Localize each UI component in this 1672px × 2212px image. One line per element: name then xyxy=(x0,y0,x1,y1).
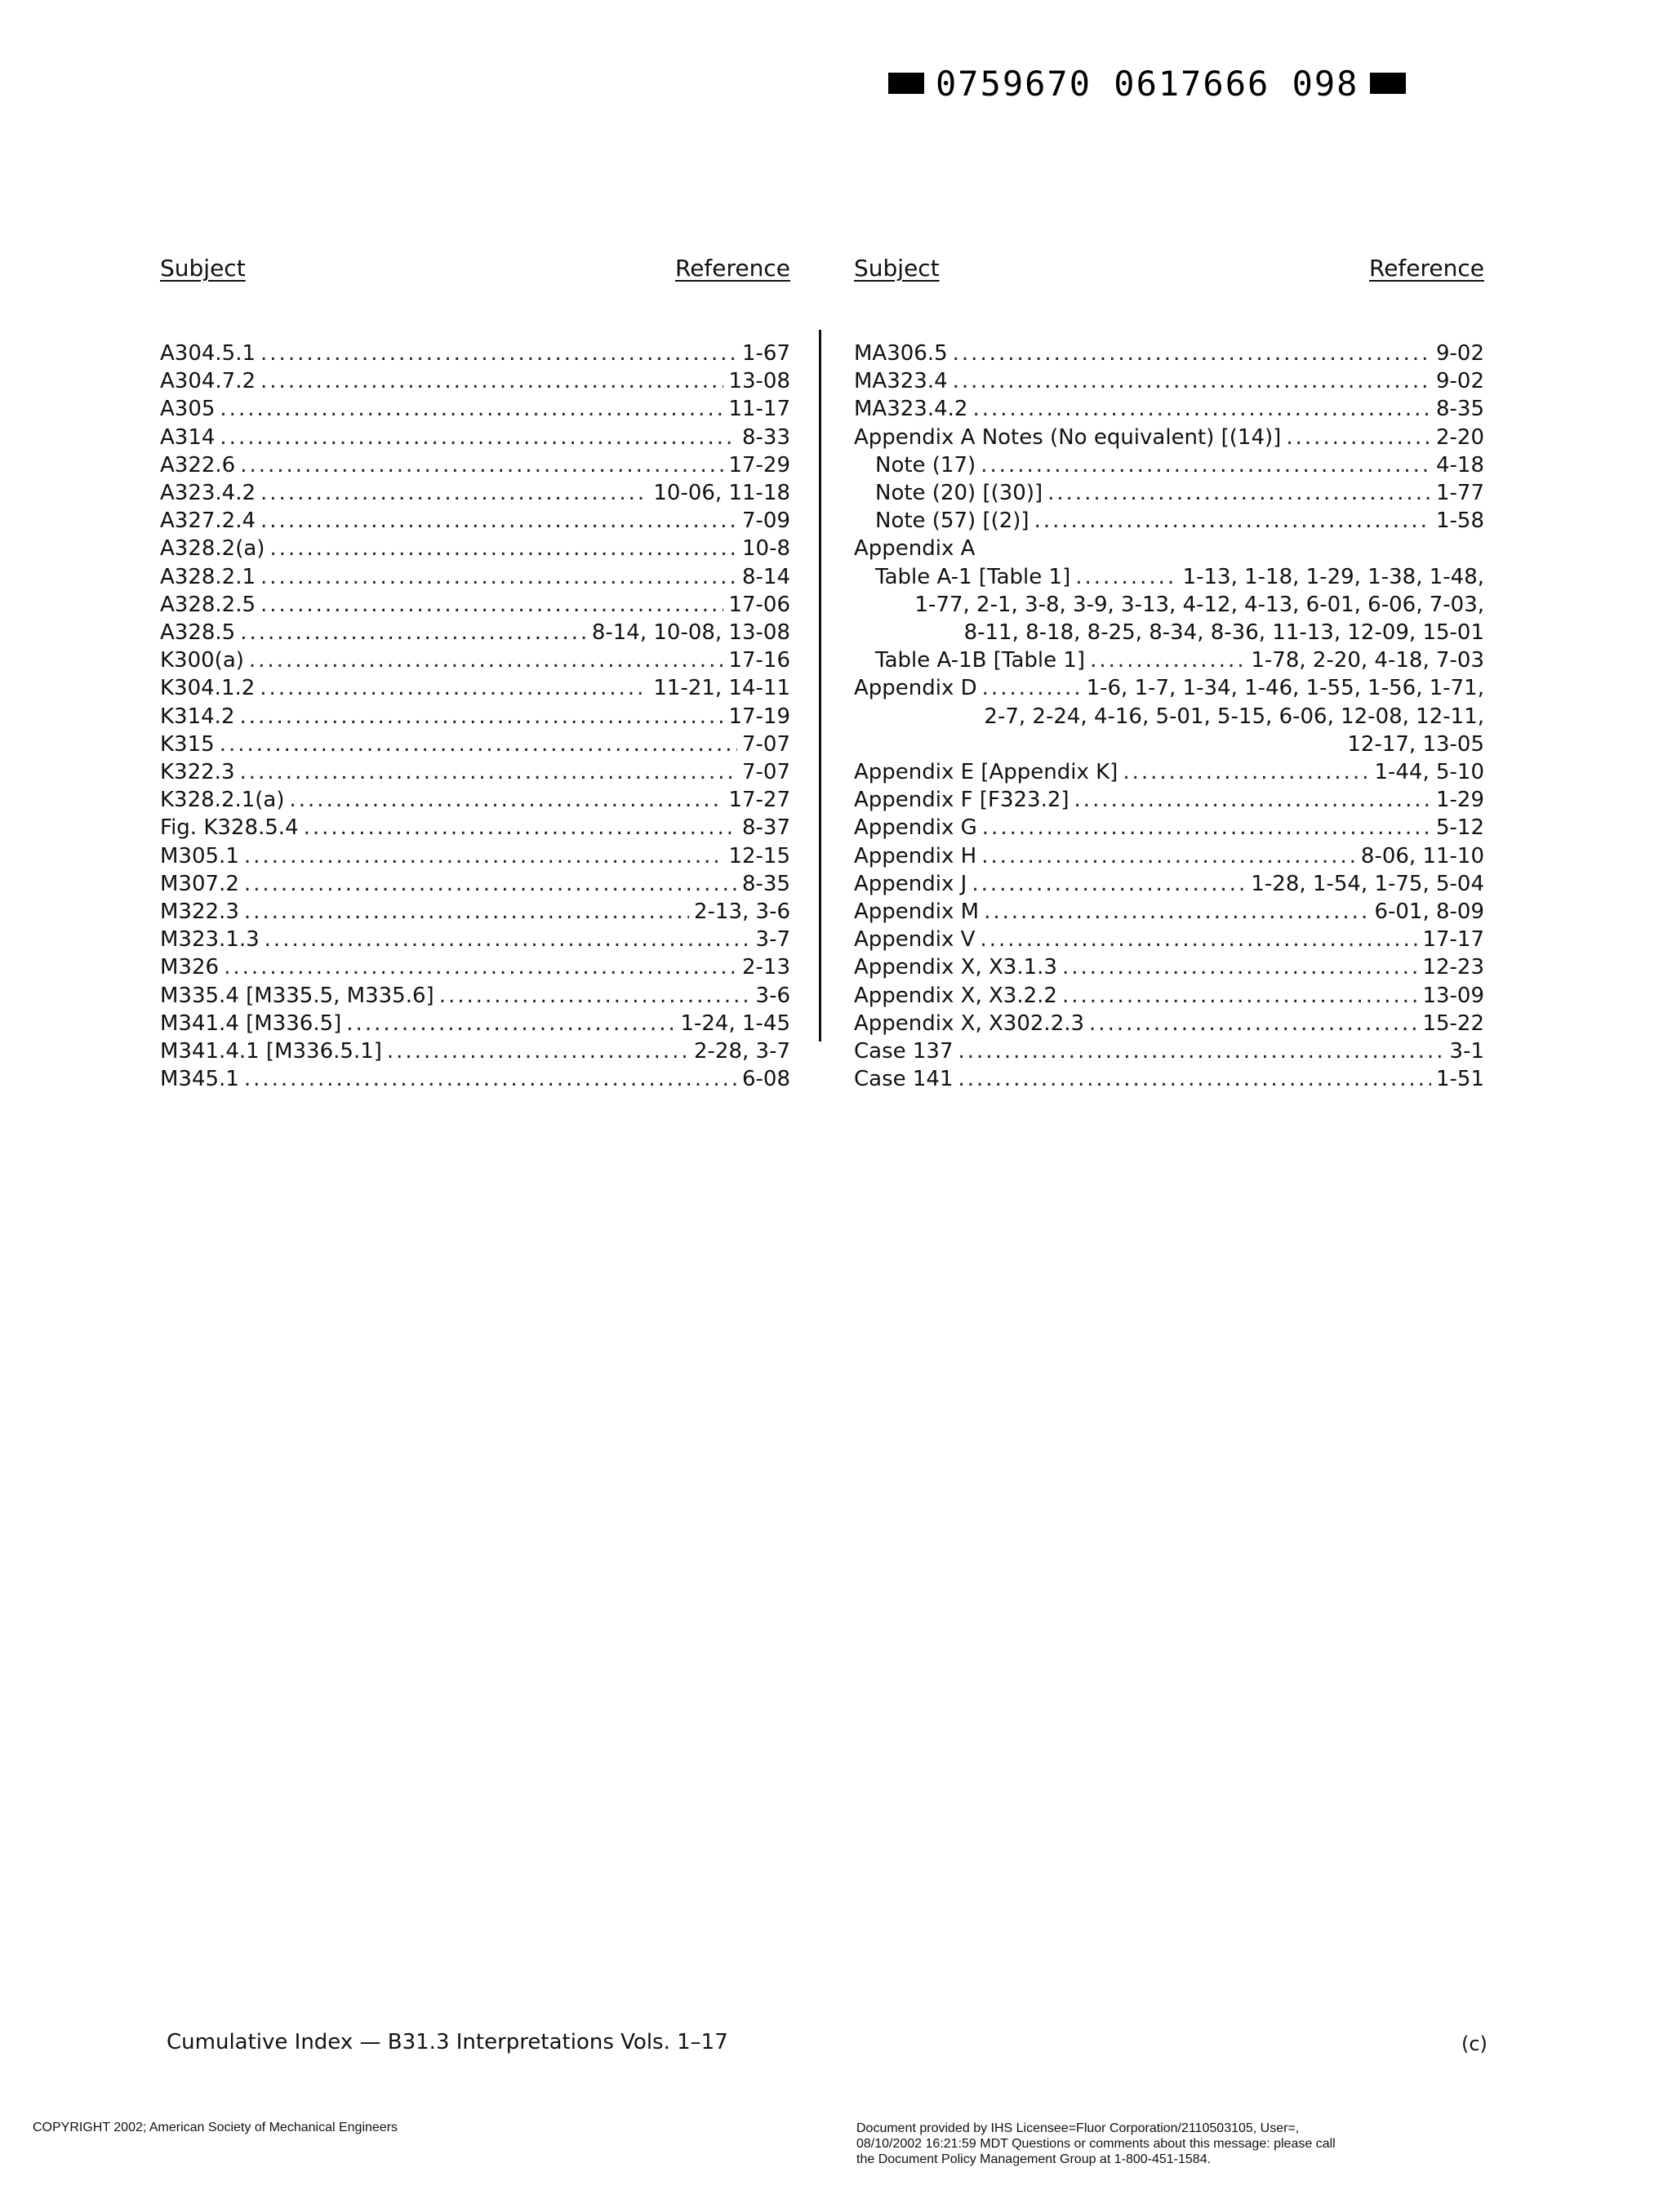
entry-subject: K315 xyxy=(160,731,215,757)
entry-reference-continued: 1-77, 2-1, 3-8, 3-9, 3-13, 4-12, 4-13, 6-01, 6-06, 7-03, xyxy=(914,592,1484,617)
entry-reference: 8-06, 11-10 xyxy=(1360,843,1484,868)
footer-mark: (c) xyxy=(1461,2032,1487,2055)
entry-subject: A323.4.2 xyxy=(160,481,256,506)
dot-leader xyxy=(239,703,723,731)
dot-leader xyxy=(290,786,724,814)
entry-reference: 9-02 xyxy=(1435,369,1484,394)
entry-reference: 8-33 xyxy=(741,424,790,450)
dot-leader xyxy=(260,674,648,702)
index-entry xyxy=(854,758,1484,786)
entry-reference: 8-35 xyxy=(741,871,790,896)
dot-leader xyxy=(260,479,648,507)
entry-subject: M335.4 [M335.5, M335.6] xyxy=(160,983,434,1008)
dot-leader xyxy=(953,340,1431,367)
entry-reference: 12-15 xyxy=(728,843,790,868)
dot-leader xyxy=(1074,786,1431,814)
index-entry xyxy=(160,703,790,731)
entry-subject: MA323.4.2 xyxy=(854,397,968,422)
entry-reference: 7-07 xyxy=(741,760,790,785)
entry-reference: 1-13, 1-18, 1-29, 1-38, 1-48, xyxy=(1182,564,1484,589)
entry-subject: Appendix J xyxy=(854,871,967,896)
index-entry xyxy=(160,786,790,814)
right-index-column xyxy=(854,255,1484,1093)
entry-subject: Appendix X, X3.1.3 xyxy=(854,955,1057,980)
dot-leader xyxy=(982,674,1082,702)
index-entry xyxy=(160,646,790,674)
entry-subject: M323.1.3 xyxy=(160,927,260,953)
entry-subject: A328.2(a) xyxy=(160,536,265,562)
dot-leader xyxy=(244,870,737,898)
entry-subject: A305 xyxy=(160,397,216,422)
entry-reference: 1-6, 1-7, 1-34, 1-46, 1-55, 1-56, 1-71, xyxy=(1086,676,1484,701)
reference-header: Reference xyxy=(675,255,790,282)
dot-leader xyxy=(224,953,737,981)
dot-leader xyxy=(260,507,737,535)
entry-subject: M326 xyxy=(160,955,220,980)
index-entry xyxy=(160,507,790,535)
provided-line: Document provided by IHS Licensee=Fluor Corporation/2110503105, User=, xyxy=(856,2121,1300,2135)
entry-subject: Appendix G xyxy=(854,815,977,841)
barcode-number: 0759670 0617666 098 xyxy=(936,63,1359,104)
index-entry xyxy=(160,340,790,367)
entry-subject: Appendix D xyxy=(854,676,977,701)
right-column-header xyxy=(854,255,1484,295)
entry-reference: 17-29 xyxy=(728,452,790,477)
dot-leader xyxy=(1075,563,1177,591)
entry-reference: 3-6 xyxy=(755,983,790,1008)
entry-subject: Appendix X, X3.2.2 xyxy=(854,983,1057,1008)
dot-leader xyxy=(972,395,1431,423)
entry-reference: 8-35 xyxy=(1435,397,1484,422)
entry-reference: 17-19 xyxy=(728,704,790,729)
entry-reference: 1-44, 5-10 xyxy=(1374,760,1484,785)
dot-leader xyxy=(953,367,1431,395)
index-entry xyxy=(160,982,790,1010)
entry-subject: Appendix H xyxy=(854,843,977,868)
index-entry xyxy=(854,1065,1484,1093)
entry-reference: 17-17 xyxy=(1422,927,1484,953)
dot-leader xyxy=(982,814,1431,842)
barcode-block-left xyxy=(888,73,924,94)
dot-leader xyxy=(387,1037,689,1065)
index-entry xyxy=(854,1037,1484,1065)
entry-subject: M307.2 xyxy=(160,871,239,896)
entry-reference: 6-01, 8-09 xyxy=(1374,899,1484,925)
index-entry xyxy=(160,535,790,562)
entry-subject: A314 xyxy=(160,424,216,450)
index-entry xyxy=(160,395,790,423)
dot-leader xyxy=(958,1037,1445,1065)
index-entry xyxy=(854,786,1484,814)
dot-leader xyxy=(220,395,723,423)
provided-line: 08/10/2002 16:21:59 MDT Questions or comments about this message: please call xyxy=(856,2137,1336,2151)
entry-subject: Appendix E [Appendix K] xyxy=(854,760,1118,785)
index-entry xyxy=(854,814,1484,842)
index-entry xyxy=(854,535,1484,562)
entry-subject: Note (17) xyxy=(875,452,976,477)
provided-notice xyxy=(856,2121,1444,2167)
entry-reference-continued: 12-17, 13-05 xyxy=(1347,731,1484,757)
dot-leader xyxy=(1047,479,1431,507)
entry-subject: A322.6 xyxy=(160,452,236,477)
dot-leader xyxy=(439,982,751,1010)
entry-subject: K314.2 xyxy=(160,704,235,729)
index-entry xyxy=(160,674,790,702)
index-entry xyxy=(854,842,1484,870)
index-entry xyxy=(854,953,1484,981)
entry-subject: Appendix V xyxy=(854,927,976,953)
dot-leader xyxy=(260,340,737,367)
entry-reference-continued: 2-7, 2-24, 4-16, 5-01, 5-15, 6-06, 12-08, 12-11, xyxy=(984,704,1484,729)
entry-subject: Appendix A Notes (No equivalent) [(14)] xyxy=(854,424,1282,450)
index-entry xyxy=(160,367,790,395)
index-entry xyxy=(854,674,1484,702)
entry-reference: 1-28, 1-54, 1-75, 5-04 xyxy=(1251,871,1484,896)
barcode-block-right xyxy=(1370,73,1406,94)
index-entry xyxy=(854,367,1484,395)
entry-subject: MA306.5 xyxy=(854,341,948,366)
dot-leader xyxy=(1089,1010,1417,1037)
entry-subject: Case 137 xyxy=(854,1039,954,1064)
dot-leader xyxy=(220,424,737,451)
index-entry xyxy=(160,926,790,953)
dot-leader xyxy=(244,842,724,870)
dot-leader xyxy=(980,926,1417,953)
entry-reference: 1-78, 2-20, 4-18, 7-03 xyxy=(1251,648,1484,673)
dot-leader xyxy=(249,646,724,674)
entry-reference: 11-17 xyxy=(728,397,790,422)
entry-subject: Appendix F [F323.2] xyxy=(854,788,1069,813)
index-entry xyxy=(160,898,790,926)
entry-reference: 13-08 xyxy=(728,369,790,394)
index-entry xyxy=(160,1037,790,1065)
dot-leader xyxy=(346,1010,675,1037)
index-entry xyxy=(854,898,1484,926)
dot-leader xyxy=(1062,953,1417,981)
subject-header: Subject xyxy=(160,255,246,282)
dot-leader xyxy=(260,563,737,591)
index-entry xyxy=(160,424,790,451)
entry-reference: 1-51 xyxy=(1435,1067,1484,1092)
copyright-notice: COPYRIGHT 2002; American Society of Mechanical Engineers xyxy=(33,2121,398,2134)
entry-subject: Appendix M xyxy=(854,899,980,925)
index-entry xyxy=(854,870,1484,898)
dot-leader xyxy=(239,758,737,786)
entry-reference: 8-14, 10-08, 13-08 xyxy=(591,620,790,646)
entry-reference: 2-13 xyxy=(741,955,790,980)
entry-reference: 1-58 xyxy=(1435,509,1484,534)
entry-subject: M341.4 [M336.5] xyxy=(160,1011,342,1036)
provided-line: the Document Policy Management Group at 1-800-451-1584. xyxy=(856,2152,1212,2166)
entry-reference: 12-23 xyxy=(1422,955,1484,980)
entry-subject: Note (20) [(30)] xyxy=(875,481,1043,506)
entry-subject: A327.2.4 xyxy=(160,509,256,534)
entry-subject: Table A-1B [Table 1] xyxy=(875,648,1086,673)
dot-leader xyxy=(1123,758,1369,786)
entry-reference: 3-7 xyxy=(755,927,790,953)
entry-reference: 10-06, 11-18 xyxy=(653,481,790,506)
index-entry xyxy=(854,563,1484,591)
right-entry-list xyxy=(854,340,1484,1093)
entry-subject: Fig. K328.5.4 xyxy=(160,815,299,841)
index-entry xyxy=(854,451,1484,479)
index-entry xyxy=(854,1010,1484,1037)
dot-leader xyxy=(220,731,737,758)
entry-subject: K304.1.2 xyxy=(160,676,256,701)
entry-reference: 6-08 xyxy=(741,1067,790,1092)
entry-reference: 9-02 xyxy=(1435,341,1484,366)
dot-leader xyxy=(244,898,689,926)
index-entry xyxy=(160,563,790,591)
index-entry xyxy=(160,842,790,870)
entry-subject: MA323.4 xyxy=(854,369,948,394)
left-index-column xyxy=(160,255,790,1093)
index-entry xyxy=(160,758,790,786)
dot-leader xyxy=(260,591,723,619)
entry-reference: 5-12 xyxy=(1435,815,1484,841)
index-entry xyxy=(854,340,1484,367)
index-entry xyxy=(854,395,1484,423)
left-entry-list xyxy=(160,340,790,1093)
index-entry xyxy=(160,953,790,981)
entry-reference-continued: 8-11, 8-18, 8-25, 8-34, 8-36, 11-13, 12-09, 15-01 xyxy=(963,620,1484,646)
entry-reference: 17-27 xyxy=(728,788,790,813)
entry-subject: A328.2.5 xyxy=(160,592,256,617)
footer-title: Cumulative Index — B31.3 Interpretations Vols. 1–17 xyxy=(167,2030,728,2054)
entry-reference: 7-07 xyxy=(741,731,790,757)
index-entry xyxy=(160,1010,790,1037)
entry-subject: M345.1 xyxy=(160,1067,239,1092)
dot-leader xyxy=(240,619,587,646)
dot-leader xyxy=(958,1065,1431,1093)
entry-reference: 4-18 xyxy=(1435,452,1484,477)
entry-reference: 1-67 xyxy=(741,341,790,366)
index-entry xyxy=(160,1065,790,1093)
entry-reference: 2-20 xyxy=(1435,424,1484,450)
entry-reference: 15-22 xyxy=(1422,1011,1484,1036)
entry-reference: 17-06 xyxy=(728,592,790,617)
index-entry xyxy=(160,451,790,479)
index-entry xyxy=(160,814,790,842)
dot-leader xyxy=(269,535,737,562)
dot-leader xyxy=(244,1065,737,1093)
column-divider xyxy=(819,330,821,1042)
entry-subject: A304.7.2 xyxy=(160,369,256,394)
entry-subject: K328.2.1(a) xyxy=(160,788,285,813)
scan-barcode xyxy=(888,64,1406,103)
entry-reference: 10-8 xyxy=(741,536,790,562)
entry-reference: 13-09 xyxy=(1422,983,1484,1008)
entry-reference: 7-09 xyxy=(741,509,790,534)
entry-subject: Table A-1 [Table 1] xyxy=(875,564,1071,589)
index-entry xyxy=(854,479,1484,507)
dot-leader xyxy=(972,870,1246,898)
entry-subject: M341.4.1 [M336.5.1] xyxy=(160,1039,382,1064)
entry-reference: 2-28, 3-7 xyxy=(693,1039,790,1064)
dot-leader xyxy=(1090,646,1246,674)
index-entry xyxy=(854,424,1484,451)
entry-subject: Appendix A xyxy=(854,536,976,562)
subject-header: Subject xyxy=(854,255,940,282)
index-entry xyxy=(854,926,1484,953)
entry-reference: 1-29 xyxy=(1435,788,1484,813)
entry-reference: 17-16 xyxy=(728,648,790,673)
entry-subject: Note (57) [(2)] xyxy=(875,509,1029,534)
index-entry xyxy=(160,479,790,507)
index-entry xyxy=(854,646,1484,674)
entry-reference: 2-13, 3-6 xyxy=(693,899,790,925)
entry-subject: M305.1 xyxy=(160,843,239,868)
dot-leader xyxy=(1062,982,1417,1010)
entry-subject: M322.3 xyxy=(160,899,239,925)
dot-leader xyxy=(260,367,723,395)
dot-leader xyxy=(984,898,1369,926)
entry-subject: K300(a) xyxy=(160,648,244,673)
entry-reference: 1-24, 1-45 xyxy=(680,1011,790,1036)
reference-header: Reference xyxy=(1369,255,1484,282)
dot-leader xyxy=(265,926,751,953)
entry-reference: 8-37 xyxy=(741,815,790,841)
index-entry xyxy=(160,731,790,758)
dot-leader xyxy=(1286,424,1431,451)
entry-subject: Appendix X, X302.2.3 xyxy=(854,1011,1085,1036)
dot-leader xyxy=(240,451,723,479)
index-entry xyxy=(854,507,1484,535)
entry-reference: 11-21, 14-11 xyxy=(653,676,790,701)
dot-leader xyxy=(1034,507,1431,535)
entry-subject: A304.5.1 xyxy=(160,341,256,366)
entry-subject: A328.5 xyxy=(160,620,236,646)
entry-reference: 8-14 xyxy=(741,564,790,589)
entry-subject: Case 141 xyxy=(854,1067,954,1092)
left-column-header xyxy=(160,255,790,295)
entry-subject: A328.2.1 xyxy=(160,564,256,589)
entry-reference: 3-1 xyxy=(1449,1039,1484,1064)
dot-leader xyxy=(304,814,737,842)
index-entry xyxy=(160,619,790,646)
index-entry xyxy=(854,982,1484,1010)
index-entry xyxy=(160,591,790,619)
entry-reference: 1-77 xyxy=(1435,481,1484,506)
entry-subject: K322.3 xyxy=(160,760,235,785)
dot-leader xyxy=(981,842,1356,870)
index-entry xyxy=(160,870,790,898)
dot-leader xyxy=(981,451,1431,479)
